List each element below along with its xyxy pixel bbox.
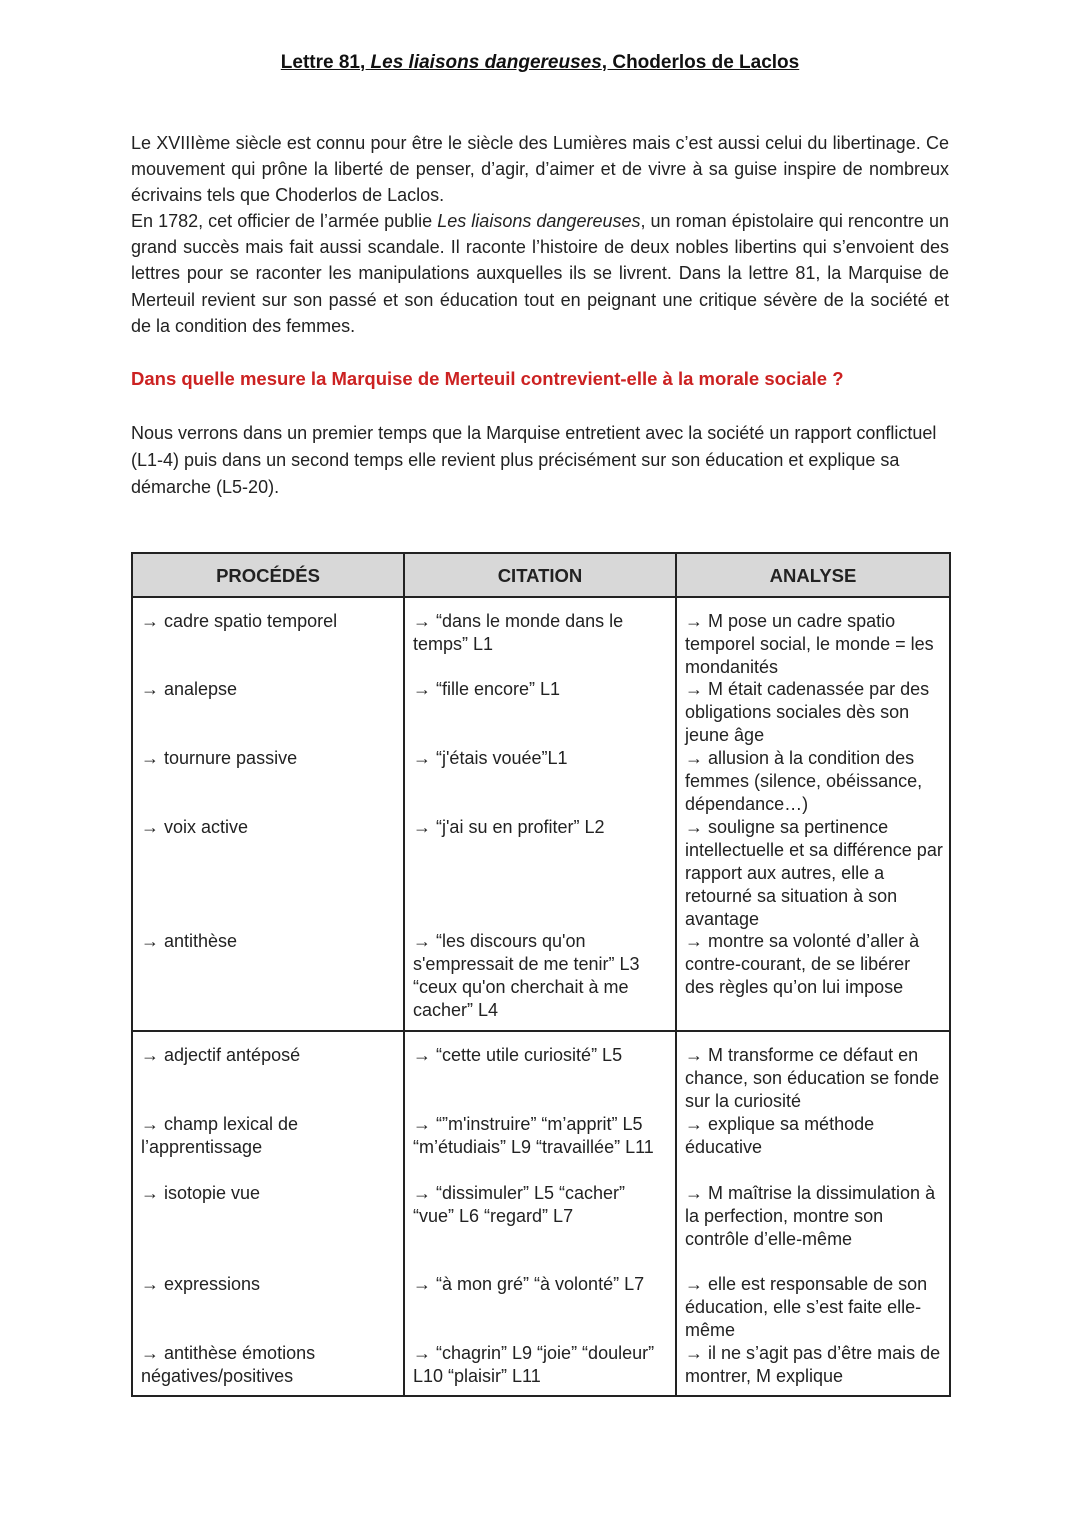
citation-item: → “”m'instruire” “m’apprit” L5 “m’étudiais” L9 “travaillée” L11 bbox=[413, 1114, 654, 1157]
citation-cell-2 bbox=[404, 1031, 676, 1396]
procede-item: → analepse bbox=[141, 679, 238, 699]
procede-item: → champ lexical de l’apprentissage bbox=[141, 1114, 299, 1157]
citation-item: → “fille encore” L1 bbox=[413, 679, 561, 699]
analyse-item: → explique sa méthode éducative bbox=[685, 1114, 875, 1157]
header-citation: CITATION bbox=[404, 553, 676, 597]
procede-item: → cadre spatio temporel bbox=[141, 611, 338, 631]
analyse-item: → il ne s’agit pas d’être mais de montrer, M explique bbox=[685, 1343, 941, 1386]
analyse-item: → M pose un cadre spatio temporel social, le monde = les mondanités bbox=[685, 611, 934, 677]
procede-item: → voix active bbox=[141, 817, 249, 837]
intro-p2-start: En 1782, cet officier de l’armée publie bbox=[131, 211, 438, 231]
citation-item: → “j'étais vouée”L1 bbox=[413, 748, 568, 768]
analyse-item: → M maîtrise la dissimulation à la perfection, montre son contrôle d’elle-même bbox=[685, 1183, 936, 1249]
title-part-letter: Lettre 81, bbox=[280, 52, 371, 73]
document-title bbox=[0, 52, 1080, 74]
table-row bbox=[132, 1031, 950, 1396]
problematique: Dans quelle mesure la Marquise de Merteuil contrevient-elle à la morale sociale ? bbox=[131, 368, 844, 389]
citation-item: → “j'ai su en profiter” L2 bbox=[413, 817, 605, 837]
procede-item: → isotopie vue bbox=[141, 1183, 261, 1203]
procedes-cell-2 bbox=[132, 1031, 404, 1396]
procede-item: → adjectif antéposé bbox=[141, 1045, 301, 1065]
intro-p2-book: Les liaisons dangereuses bbox=[437, 211, 641, 231]
intro-p2-end: , un roman épistolaire qui rencontre un grand succès mais fait aussi scandale. Il raconte l’histoire de deux nobles libertins qui s’envoient des lettres pour se raconter les manipulations auxquelles ils se livrent. Dans la lettre 81, la Marquise de Merteuil revient sur son passé et son éducation tout en peignant une critique sévère de la société et de la condition des femmes. bbox=[131, 211, 949, 336]
procede-item: → expressions bbox=[141, 1274, 261, 1294]
analyse-item: → M transforme ce défaut en chance, son éducation se fonde sur la curiosité bbox=[685, 1045, 940, 1111]
table-header-row bbox=[132, 553, 950, 597]
analyse-item: → allusion à la condition des femmes (silence, obéissance, dépendance…) bbox=[685, 748, 923, 814]
header-analyse: ANALYSE bbox=[676, 553, 950, 597]
plan-paragraph: Nous verrons dans un premier temps que la Marquise entretient avec la société un rapport conflictuel (L1-4) puis dans un second temps elle revient plus précisément sur son éducation et explique sa démarche (L5-20). bbox=[131, 423, 937, 497]
title-part-book: Les liaisons dangereuses bbox=[370, 52, 602, 73]
analyse-cell-1 bbox=[676, 597, 950, 1031]
procede-item: → antithèse émotions négatives/positives bbox=[141, 1343, 316, 1386]
citation-item: → “à mon gré” “à volonté” L7 bbox=[413, 1274, 645, 1294]
analyse-item: → souligne sa pertinence intellectuelle et sa différence par rapport aux autres, elle a retourné sa situation à son avantage bbox=[685, 817, 943, 929]
citation-cell-1 bbox=[404, 597, 676, 1031]
citation-item: → “les discours qu'on s'empressait de me tenir” L3 “ceux qu'on cherchait à me cacher” L4 bbox=[413, 931, 640, 1020]
title-part-author: , Choderlos de Laclos bbox=[601, 52, 800, 73]
analyse-item: → elle est responsable de son éducation, elle s’est faite elle-même bbox=[685, 1274, 928, 1340]
citation-item: → “dans le monde dans le temps” L1 bbox=[413, 611, 624, 654]
table-row bbox=[132, 597, 950, 1031]
procede-item: → tournure passive bbox=[141, 748, 298, 768]
analyse-item: → M était cadenassée par des obligations sociales dès son jeune âge bbox=[685, 679, 930, 745]
analyse-item: → montre sa volonté d’aller à contre-courant, de se libérer des règles qu’on lui impose bbox=[685, 931, 920, 997]
intro-paragraph-2 bbox=[131, 208, 949, 339]
intro-paragraph-1: Le XVIIIème siècle est connu pour être le siècle des Lumières mais c’est aussi celui du libertinage. Ce mouvement qui prône la liberté de penser, d’agir, d’aimer et de vivre à sa guise inspire de nombreux écrivains tels que Choderlos de Laclos. bbox=[131, 133, 949, 206]
citation-item: → “dissimuler” L5 “cacher” “vue” L6 “regard” L7 bbox=[413, 1183, 626, 1226]
procedes-cell-1 bbox=[132, 597, 404, 1031]
procede-item: → antithèse bbox=[141, 931, 238, 951]
citation-item: → “cette utile curiosité” L5 bbox=[413, 1045, 623, 1065]
analyse-cell-2 bbox=[676, 1031, 950, 1396]
analysis-table bbox=[131, 552, 951, 1397]
header-procedes: PROCÉDÉS bbox=[132, 553, 404, 597]
citation-item: → “chagrin” L9 “joie” “douleur” L10 “plaisir” L11 bbox=[413, 1343, 655, 1386]
